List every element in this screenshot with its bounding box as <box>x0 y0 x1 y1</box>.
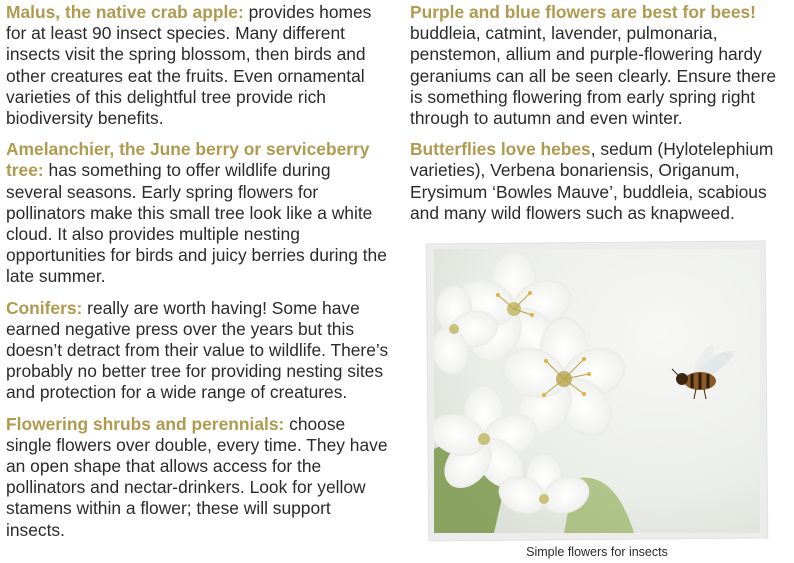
paragraph-conifers <box>6 298 390 404</box>
paragraph-heading: Conifers: <box>6 297 83 318</box>
photo-caption: Simple flowers for insects <box>526 545 668 559</box>
right-column <box>410 2 788 234</box>
paragraph-body: buddleia, catmint, lavender, pulmonaria, penstemon, allium and purple-flowering hardy geraniums can all be seen clearly. Ensure there is something flowering from early spring right through to autumn and even winter. <box>410 23 777 129</box>
paragraph-heading: Purple and blue flowers are best for bees! <box>410 2 756 22</box>
paragraph-heading: Butterflies love hebes <box>410 139 591 160</box>
blossom-bee-photo <box>434 249 760 533</box>
left-column <box>6 2 390 551</box>
paragraph-body: has something to offer wildlife during several seasons. Early spring flowers for pollinators make this small tree look like a white cloud. It also provides multiple nesting opportunities for birds and juicy berries during the late summer. <box>6 160 387 287</box>
paragraph-heading: Amelanchier, the June berry or serviceberry tree: <box>6 139 370 181</box>
paragraph-malus <box>6 2 390 129</box>
paragraph-body: choose single flowers over double, every time. They have an open shape that allows access for the pollinators and nectar-drinkers. Look for yellow stamens within a flower; these will support insects. <box>6 413 388 540</box>
paragraph-body: , sedum (Hylotelephium varieties), Verbena bonariensis, Origanum, Erysimum ‘Bowles Mauve’, buddleia, scabious and many wild flowers such as knapweed. <box>410 139 774 223</box>
paragraph-amelanchier <box>6 139 390 287</box>
paragraph-heading: Malus, the native crab apple: <box>6 2 244 22</box>
paragraph-heading: Flowering shrubs and perennials: <box>6 413 285 434</box>
paragraph-butterflies <box>410 139 788 224</box>
paragraph-bees <box>410 2 788 129</box>
paragraph-body: provides homes for at least 90 insect species. Many different insects visit the spring blossom, then birds and other creatures eat the fruits. Even ornamental varieties of this delightful tree provide rich biodiversity benefits. <box>6 2 372 129</box>
paragraph-flowering-shrubs <box>6 414 390 541</box>
paragraph-body: really are worth having! Some have earned negative press over the years but this doesn’t detract from their value to wildlife. There’s probably no better tree for providing nesting sites and protection for a wide range of creatures. <box>6 297 389 403</box>
